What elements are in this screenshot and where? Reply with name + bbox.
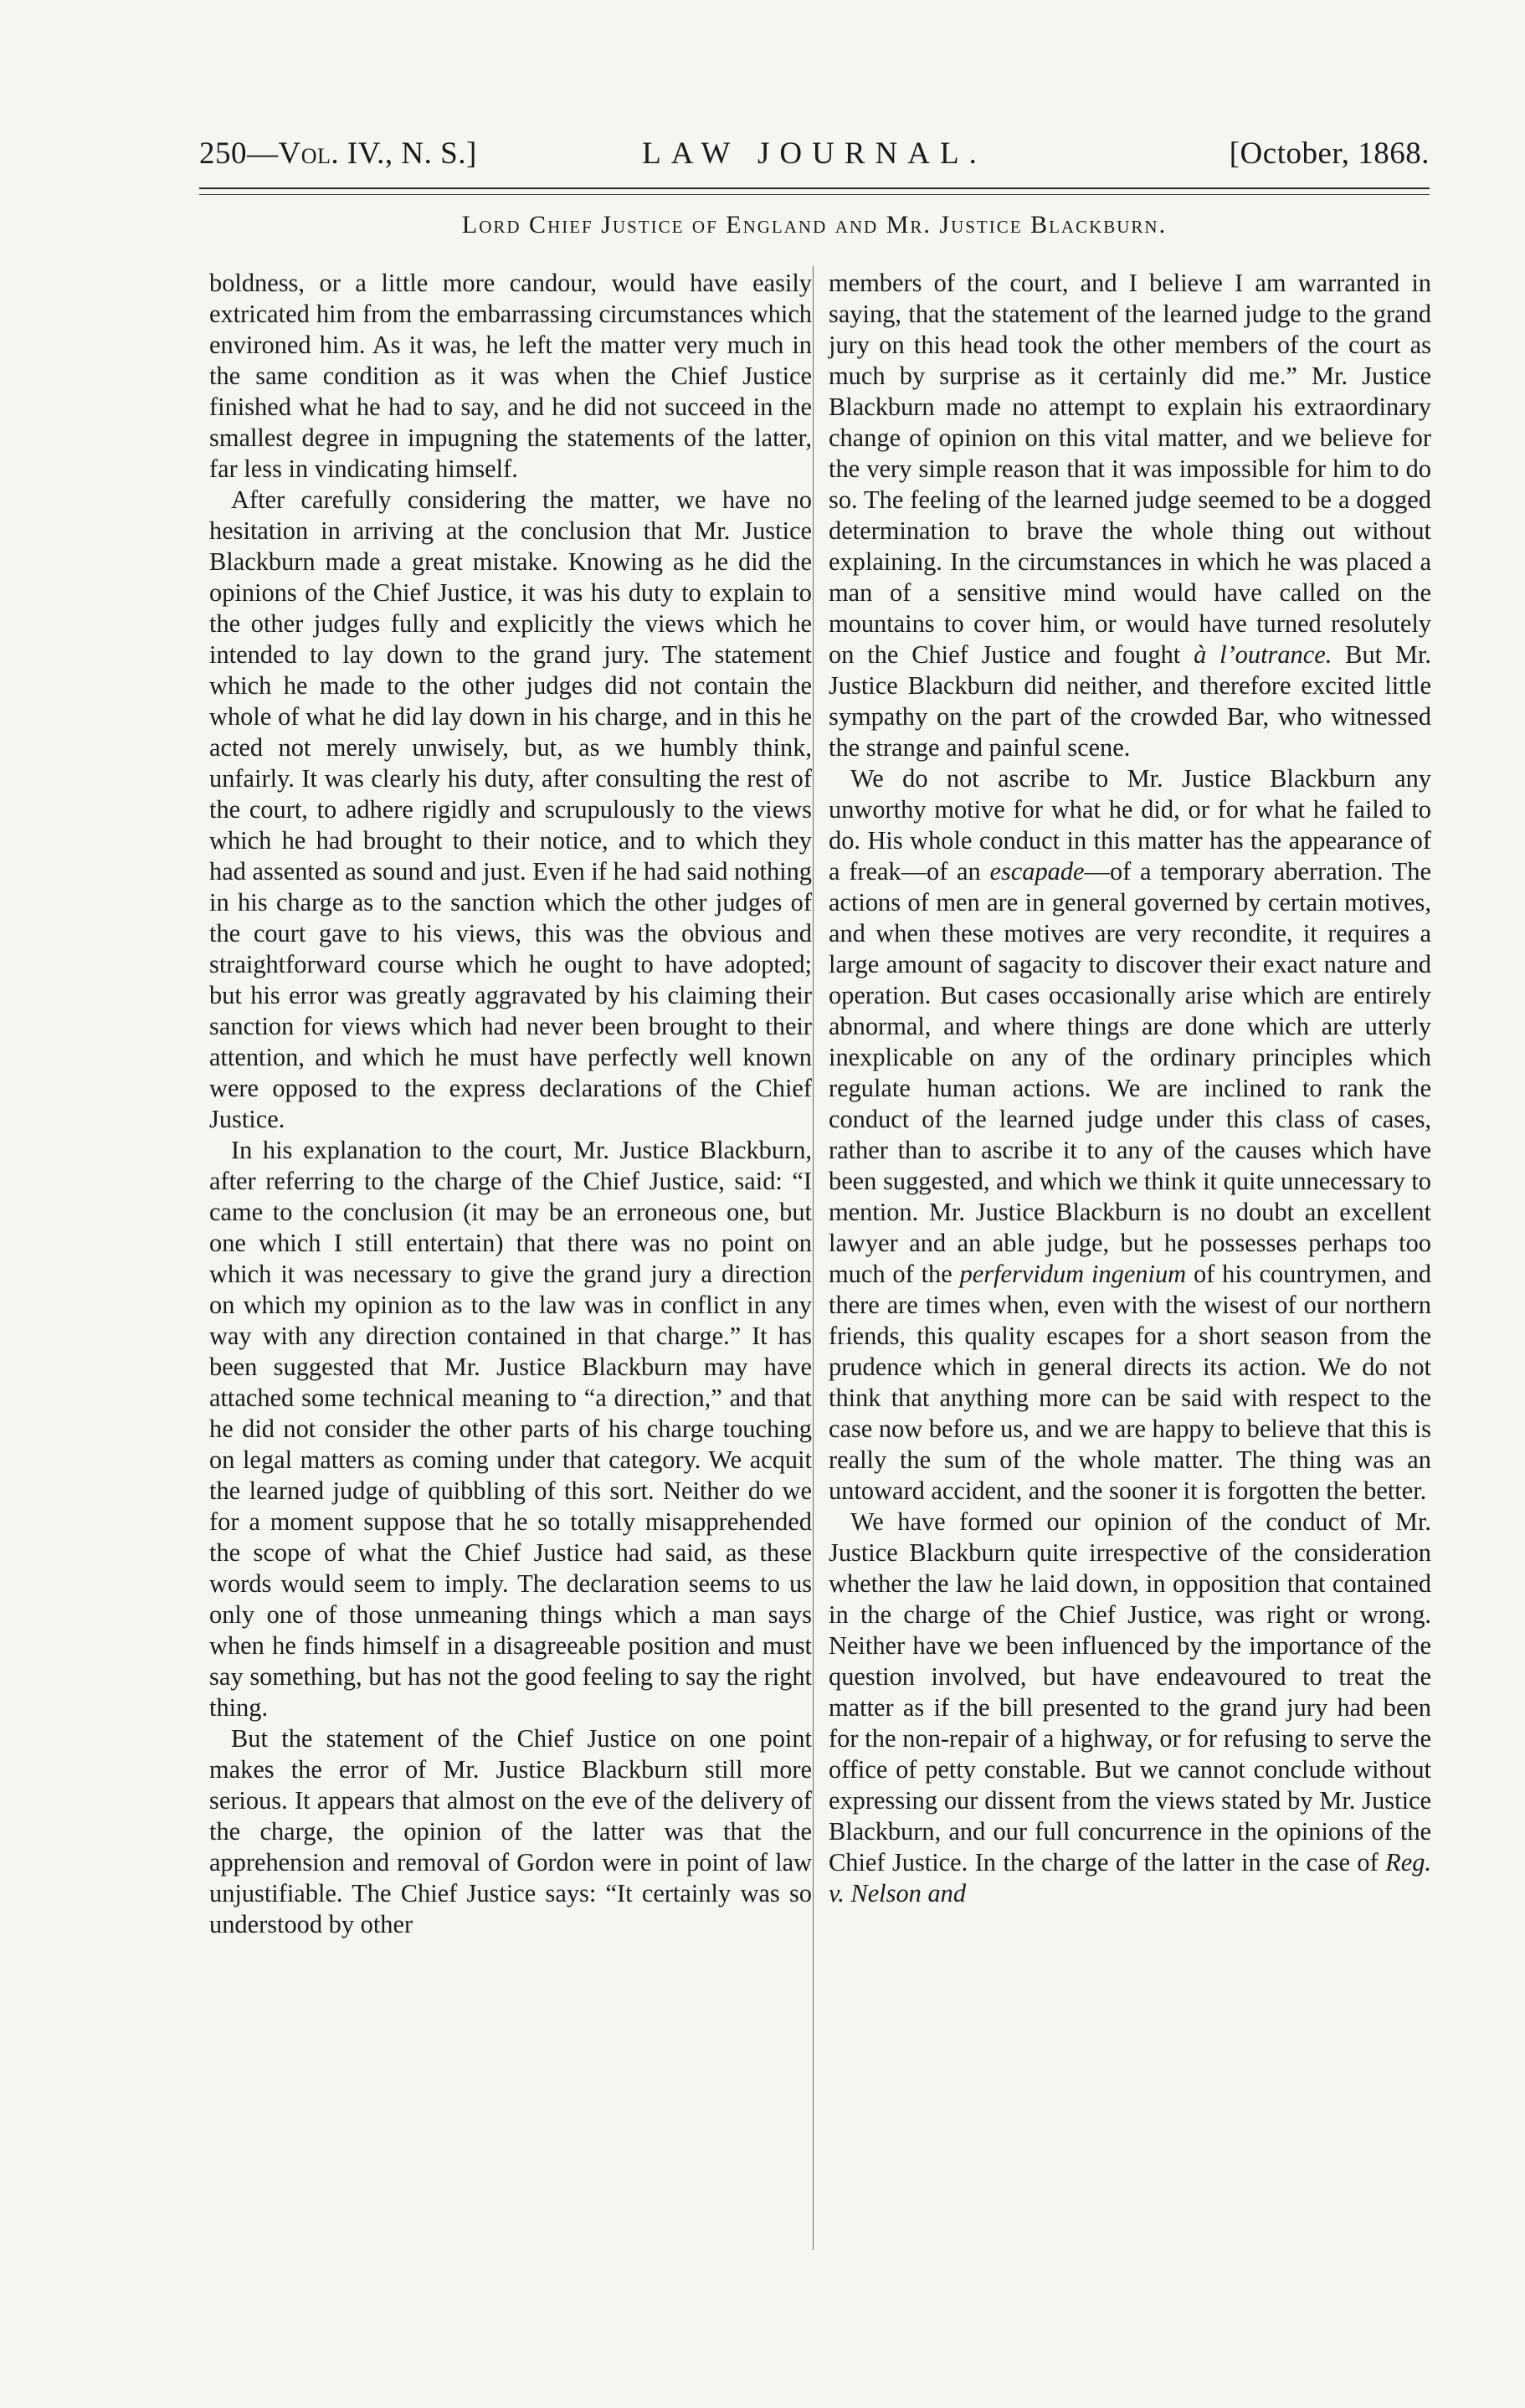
paragraph: But the statement of the Chief Justice on one point makes the error of Mr. Justice Blackburn still more serious. It appears that almost on the eve of the delivery of the charge, the opinion of the latter was that the apprehension and removal of Gordon were in point of law unjustifiable. The Chief Justice says: “It certainly was so understood by other xyxy=(209,1724,812,1938)
text-run: We have formed our opinion of the conduct of Mr. Justice Blackburn quite irrespective of the consideration whether the law he laid down, in opposition that contained in the charge of the Chief Justice, was right or wrong. Neither have we been influenced by the importance of the question involved, but have endeavoured to treat the matter as if the bill presented to the grand jury had been for the non-repair of a highway, or for refusing to serve the office of petty constable. But we cannot conclude without expressing our dissent from the views stated by Mr. Justice Blackburn, and our full concurrence in the opinions of the Chief Justice. In the charge of the latter in the case of xyxy=(829,1507,1431,1877)
italic-phrase: à l’outrance. xyxy=(1194,640,1332,669)
paragraph: boldness, or a little more candour, would have easily extricated him from the embarrassing circumstances which environed him. As it was, he left the matter very much in the same condition as it was when the Chief Justice finished what he had to say, and he did not succeed in the smallest degree in impugning the statements of the latter, far less in vindicating himself. xyxy=(209,269,812,483)
text-run: But Mr. Justice Blackburn did neither, and therefore excited little sympathy on the part of the crowded Bar, who witnessed the strange and painful scene. xyxy=(829,640,1431,762)
text-run: of his countrymen, and there are times when, even with the wisest of our northern friends, this quality escapes for a short season from the prudence which in general directs its action. We do not think that anything more can be said with respect to the case now before us, and we are happy to believe that this is really the sum of the whole matter. The thing was an untoward accident, and the sooner it is forgotten the better. xyxy=(829,1260,1431,1505)
paragraph xyxy=(829,268,1431,763)
italic-phrase: escapade xyxy=(989,857,1085,886)
text-run: members of the court, and I believe I am warranted in saying, that the statement of the learned judge to the grand jury on this head took the other members of the court as much by surprise as it certainly did me.” Mr. Justice Blackburn made no attempt to explain his extraordinary change of opinion on this vital matter, and we believe for the very simple reason that it was impossible for him to do so. The feeling of the learned judge seemed to be a dogged determination to brave the whole thing out without explaining. In the circumstances in which he was placed a man of a sensitive mind would have called on the mountains to cover him, or would have turned resolutely on the Chief Justice and fought xyxy=(829,269,1431,669)
right-column xyxy=(829,268,1431,1909)
page-reference: 250—Vol. IV., N. S.] xyxy=(199,136,477,171)
paragraph: After carefully considering the matter, we have no hesitation in arriving at the conclusion that Mr. Justice Blackburn made a great mistake. Knowing as he did the opinions of the Chief Justice, it was his duty to explain to the other judges fully and explicitly the views which he intended to lay down to the grand jury. The statement which he made to the other judges did not contain the whole of what he did lay down in his charge, and in this he acted not merely unwisely, but, as we humbly think, unfairly. It was clearly his duty, after consulting the rest of the court, to adhere rigidly and scrupulously to the views which he had brought to their notice, and to which they had assented as sound and just. Even if he had said nothing in his charge as to the sanction which the other judges of the court gave to his views, this was the obvious and straightforward course which he ought to have adopted; but his error was greatly aggravated by his claiming their sanction for views which had never been brought to their attention, and which he must have perfectly well known were opposed to the express declarations of the Chief Justice. xyxy=(209,485,812,1133)
italic-phrase: Reg. v. Nelson and xyxy=(829,1848,1431,1907)
column-divider xyxy=(813,266,814,2250)
text-run: We do not ascribe to Mr. Justice Blackburn any unworthy motive for what he did, or for what he failed to do. His whole conduct in this matter has the appearance of a freak—of an xyxy=(829,764,1431,886)
left-column xyxy=(209,268,812,1940)
article-subheading: Lord Chief Justice of England and Mr. Justice Blackburn. xyxy=(461,211,1168,239)
journal-title: LAW JOURNAL. xyxy=(642,136,987,171)
running-head xyxy=(199,136,1430,177)
header-rule-thick xyxy=(199,187,1430,189)
text-run: —of a temporary aberration. The actions of men are in general governed by certain motives, and when these motives are very recondite, it requires a large amount of sagacity to discover their exact nature and operation. But cases occasionally arise which are entirely abnormal, and where things are done which are utterly inexplicable on any of the ordinary principles which regulate human actions. We are inclined to rank the conduct of the learned judge under this class of cases, rather than to ascribe it to any of the causes which have been suggested, and which we think it quite unnecessary to mention. Mr. Justice Blackburn is no doubt an excellent lawyer and an able judge, but he possesses perhaps too much of the xyxy=(829,857,1431,1288)
issue-date: [October, 1868. xyxy=(1229,136,1430,171)
paragraph xyxy=(829,763,1431,1507)
paragraph xyxy=(829,1507,1431,1909)
paragraph: In his explanation to the court, Mr. Justice Blackburn, after referring to the charge of the Chief Justice, said: “I came to the conclusion (it may be an erroneous one, but one which I still entertain) that there was no point on which it was necessary to give the grand jury a direction on which my opinion as to the law was in conflict in any way with any direction contained in that charge.” It has been suggested that Mr. Justice Blackburn may have attached some technical meaning to “a direction,” and that he did not consider the other parts of his charge touching on legal matters as coming under that category. We acquit the learned judge of quibbling of this sort. Neither do we for a moment suppose that he so totally misapprehended the scope of what the Chief Justice had said, as these words would seem to imply. The declaration seems to us only one of those unmeaning things which a man says when he finds himself in a disagreeable position and must say something, but has not the good feeling to say the right thing. xyxy=(209,1136,812,1722)
header-rule-thin xyxy=(199,194,1430,195)
italic-phrase: perfervidum ingenium xyxy=(959,1260,1187,1288)
